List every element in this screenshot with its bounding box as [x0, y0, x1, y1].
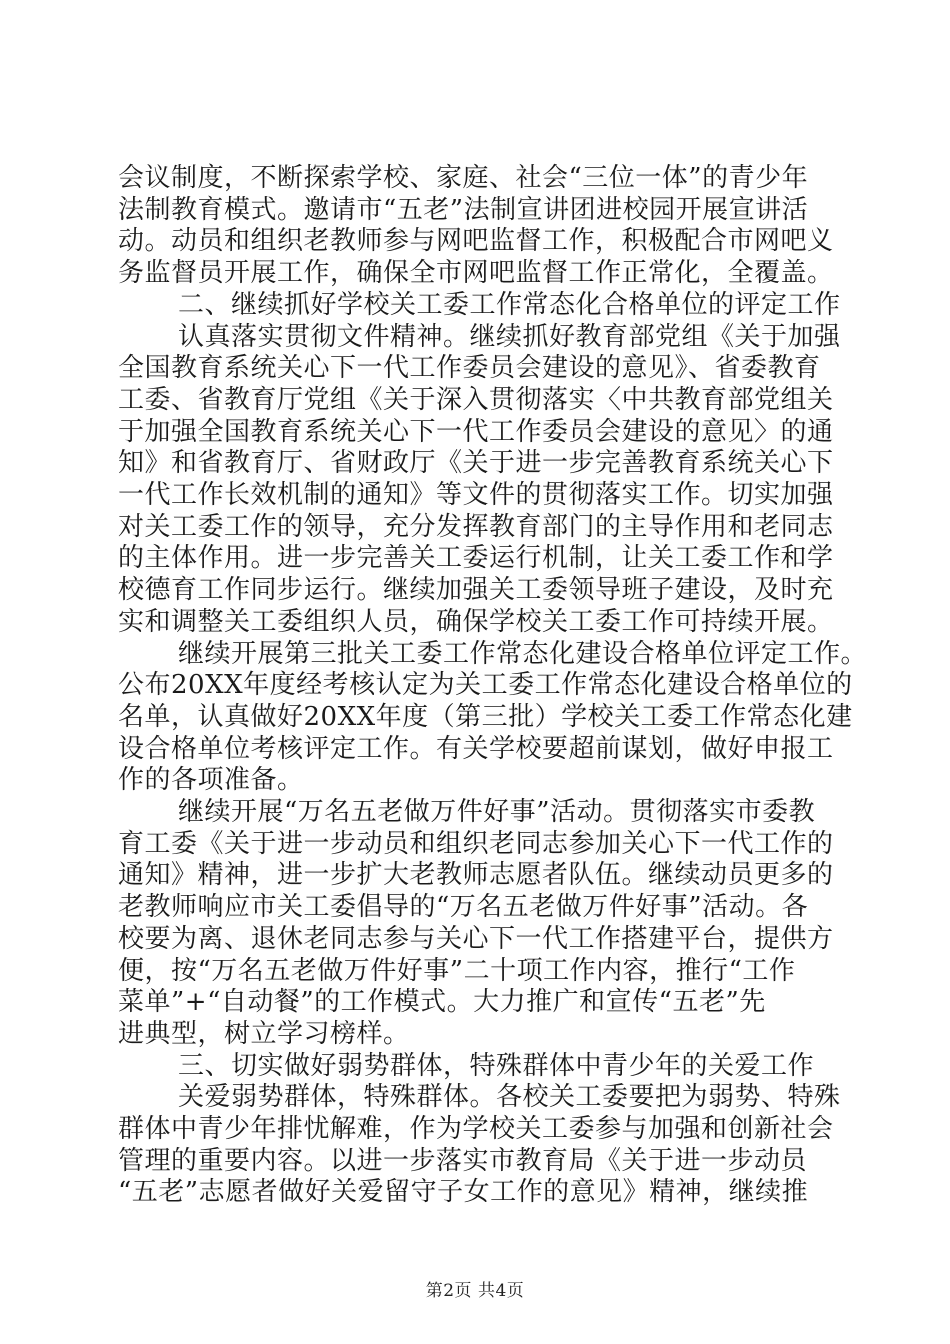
section-heading: 三、切实做好弱势群体，特殊群体中青少年的关爱工作: [178, 1051, 815, 1081]
text-line: 一代工作长效机制的通知》等文件的贯彻落实工作。切实加强: [118, 480, 834, 510]
text-line: “五老”志愿者做好关爱留守子女工作的意见》精神，继续推: [118, 1177, 809, 1207]
text-line: 校德育工作同步运行。继续加强关工委领导班子建设，及时充: [118, 575, 834, 605]
text-line: 进典型，树立学习榜样。: [118, 1019, 410, 1049]
paragraph-start: 继续开展第三批关工委工作常态化建设合格单位评定工作。: [178, 639, 868, 669]
text-line: 实和调整关工委组织人员，确保学校关工委工作可持续开展。: [118, 607, 834, 637]
text-line: 动。动员和组织老教师参与网吧监督工作，积极配合市网吧义: [118, 226, 834, 256]
text-line: 于加强全国教育系统关心下一代工作委员会建设的意见〉的通: [118, 417, 834, 447]
text-line: 的主体作用。进一步完善关工委运行机制，让关工委工作和学: [118, 543, 834, 573]
text-line: 老教师响应市关工委倡导的“万名五老做万件好事”活动。各: [118, 892, 809, 922]
text-line: 设合格单位考核评定工作。有关学校要超前谋划，做好申报工: [118, 734, 834, 764]
text-line: 工委、省教育厅党组《关于深入贯彻落实〈中共教育部党组关: [118, 385, 834, 415]
text-line: 作的各项准备。: [118, 765, 304, 795]
text-line: 便，按“万名五老做万件好事”二十项工作内容，推行“工作: [118, 956, 796, 986]
text-line: 公布20XX年度经考核认定为关工委工作常态化建设合格单位的: [118, 670, 853, 700]
text-line: 对关工委工作的领导，充分发挥教育部门的主导作用和老同志: [118, 512, 834, 542]
section-heading: 二、继续抓好学校关工委工作常态化合格单位的评定工作: [178, 290, 841, 320]
text-line: 菜单”+“自动餐”的工作模式。大力推广和宣传“五老”先: [118, 987, 766, 1017]
text-line: 管理的重要内容。以进一步落实市教育局《关于进一步动员: [118, 1146, 808, 1176]
text-line: 会议制度，不断探索学校、家庭、社会“三位一体”的青少年: [118, 163, 809, 193]
text-line: 群体中青少年排忧解难，作为学校关工委参与加强和创新社会: [118, 1114, 834, 1144]
text-line: 全国教育系统关心下一代工作委员会建设的意见》、省委教育: [118, 353, 821, 383]
text-line: 法制教育模式。邀请市“五老”法制宣讲团进校园开展宣讲活: [118, 195, 809, 225]
page-number-footer: 第2页 共4页: [425, 1281, 525, 1301]
text-line: 务监督员开展工作，确保全市网吧监督工作正常化，全覆盖。: [118, 258, 834, 288]
text-line: 名单，认真做好20XX年度（第三批）学校关工委工作常态化建: [118, 702, 853, 732]
text-line: 通知》精神，进一步扩大老教师志愿者队伍。继续动员更多的: [118, 860, 834, 890]
paragraph-start: 继续开展“万名五老做万件好事”活动。贯彻落实市委教: [178, 797, 816, 827]
paragraph-start: 认真落实贯彻文件精神。继续抓好教育部党组《关于加强: [178, 322, 841, 352]
paragraph-start: 关爱弱势群体，特殊群体。各校关工委要把为弱势、特殊: [178, 1082, 841, 1112]
text-line: 知》和省教育厅、省财政厅《关于进一步完善教育系统关心下: [118, 448, 834, 478]
text-line: 育工委《关于进一步动员和组织老同志参加关心下一代工作的: [118, 829, 834, 859]
text-line: 校要为离、退休老同志参与关心下一代工作搭建平台，提供方: [118, 924, 834, 954]
